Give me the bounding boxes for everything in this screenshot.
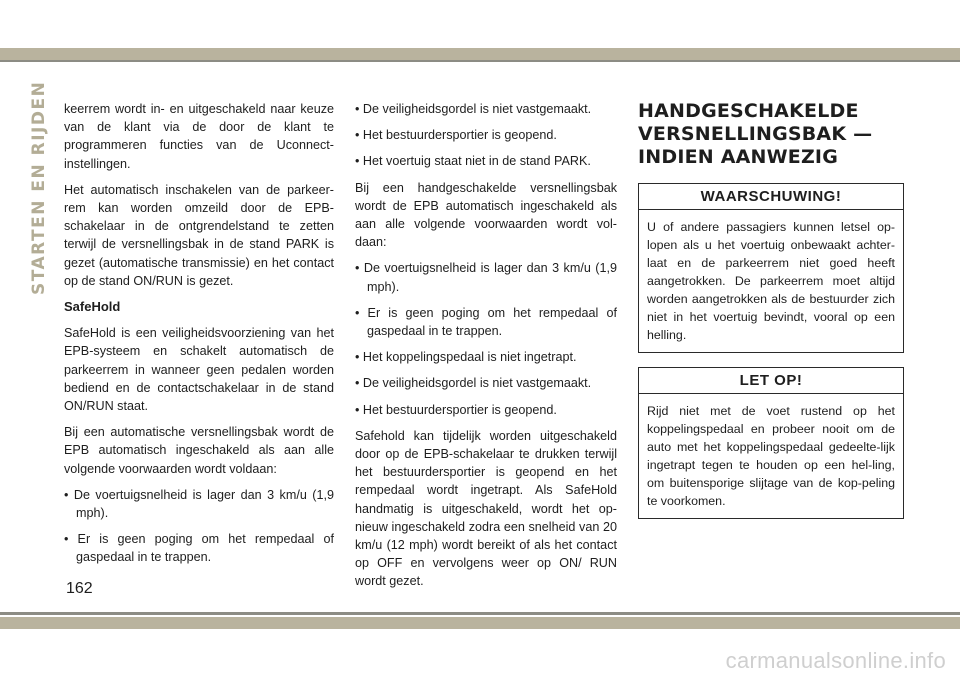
column-3 xyxy=(638,100,904,533)
heading-line: INDIEN AANWEZIG xyxy=(638,146,838,168)
column-1 xyxy=(64,100,334,575)
paragraph: SafeHold is een veiligheidsvoorziening van het EPB-systeem en schakelt automatisch de parkeerrem in wanneer geen pedalen worden bediend en de contactschakelaar in de stand ON/RUN staat. xyxy=(64,326,334,414)
paragraph: Bij een handgeschakelde versnellingsbak wordt de EPB automatisch ingeschakeld als aan alle volgende voorwaarden wordt vol-daan: xyxy=(355,180,617,250)
header-rule xyxy=(0,60,960,62)
section-heading xyxy=(638,100,904,169)
heading-line: VERSNELLINGSBAK — xyxy=(638,123,873,145)
paragraph: Het automatisch inschakelen van de parkeer-rem kan worden omzeild door de EPB-schakelaar in de ontgrendelstand te zetten terwijl de versnellingsbak in de stand PARK is gezet (automatische transmissie) en het contact op de stand ON/RUN is gezet. xyxy=(64,182,334,288)
list-item: • Er is geen poging om het rempedaal of gaspedaal in te trappen. xyxy=(355,304,617,340)
paragraph: keerrem wordt in- en uitgeschakeld naar keuze van de klant via de door de klant te programmeren functies van de Uconnect-instellingen. xyxy=(64,102,334,171)
header-stripe xyxy=(0,48,960,60)
list-item: • Er is geen poging om het rempedaal of gaspedaal in te trappen. xyxy=(64,530,334,566)
list-item: • Het bestuurdersportier is geopend. xyxy=(355,401,617,419)
footer-band xyxy=(0,612,960,632)
caution-title: LET OP! xyxy=(639,368,903,394)
paragraph: Safehold kan tijdelijk worden uitgeschakeld door op de EPB-schakelaar te drukken terwijl het bestuurdersportier is geopend en het rempedaal wordt ingetrapt. Als SafeHold handmatig is uitgeschakeld, wordt het op-nieuw ingeschakeld zodra een snelheid van 20 km/u (12 mph) wordt bereikt of als het contact op OFF en vervolgens weer op ON/ RUN wordt gezet. xyxy=(355,428,617,589)
footer-stripe xyxy=(0,617,960,629)
caution-box xyxy=(638,367,904,519)
warning-text: U of andere passagiers kunnen letsel op-lopen als u het voertuig onbewaakt achter-laat en de parkeerrem niet goed heeft aangetrokken. De parkeerrem moet altijd worden aangetrokken als de bestuurder zich niet in het voertuig bevindt, vooral op een helling. xyxy=(647,220,895,343)
heading-line: HANDGESCHAKELDE xyxy=(638,100,859,122)
warning-title: WAARSCHUWING! xyxy=(639,184,903,210)
watermark: carmanualsonline.info xyxy=(725,648,946,673)
paragraph: Bij een automatische versnellingsbak wordt de EPB automatisch ingeschakeld als aan alle volgende voorwaarden wordt voldaan: xyxy=(64,425,334,476)
section-tab xyxy=(26,80,52,295)
page-number: 162 xyxy=(66,580,93,597)
list-item: • Het bestuurdersportier is geopend. xyxy=(355,126,617,144)
list-item: • Het voertuig staat niet in de stand PARK. xyxy=(355,152,617,170)
column-2 xyxy=(355,100,617,599)
list-item: • Het koppelingspedaal is niet ingetrapt. xyxy=(355,348,617,366)
list-item: • De veiligheidsgordel is niet vastgemaakt. xyxy=(355,374,617,392)
warning-box xyxy=(638,183,904,353)
list-item: • De veiligheidsgordel is niet vastgemaakt. xyxy=(355,100,617,118)
subheading-safehold: SafeHold xyxy=(64,299,121,315)
caution-text: Rijd niet met de voet rustend op het koppelingspedaal en probeer nooit om de auto met het koppelingspedaal gedeelte-lijk ingetrapt tegen te houden op een hel-ling, om buitensporige slijtage van de kop-peling te voorkomen. xyxy=(647,404,895,509)
list-item: • De voertuigsnelheid is lager dan 3 km/u (1,9 mph). xyxy=(355,259,617,295)
bullet-list xyxy=(355,259,617,418)
footer-rule xyxy=(0,612,960,615)
header-band xyxy=(0,0,960,62)
section-tab-label: STARTEN EN RIJDEN xyxy=(29,80,49,295)
bullet-list xyxy=(355,100,617,171)
list-item: • De voertuigsnelheid is lager dan 3 km/u (1,9 mph). xyxy=(64,486,334,522)
bullet-list xyxy=(64,486,334,567)
